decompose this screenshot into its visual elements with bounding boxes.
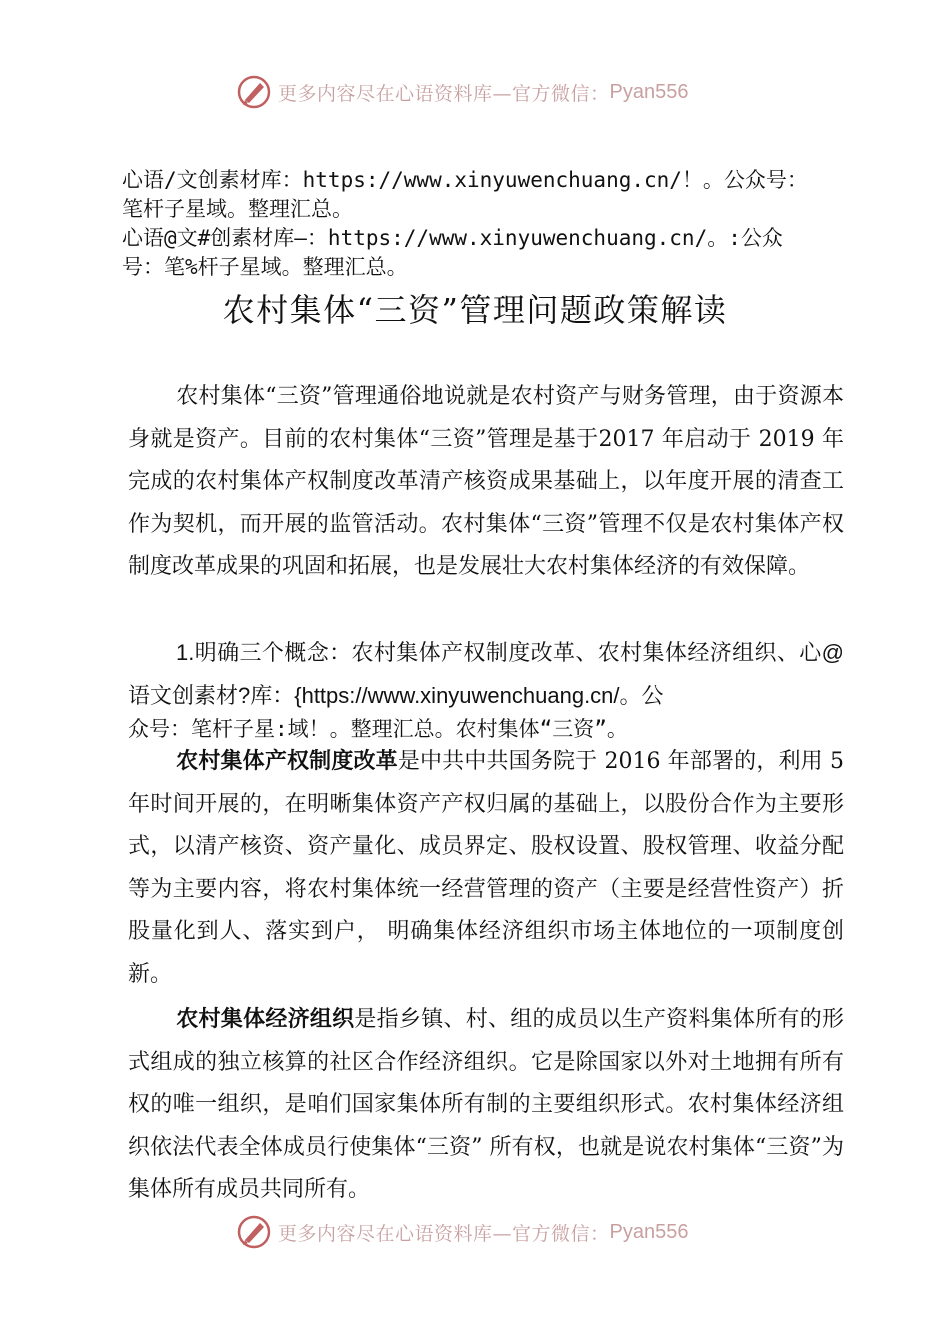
header-block — [122, 166, 862, 282]
watermark-banner-bottom — [236, 1212, 756, 1252]
paragraph-property-reform-text: 是中共中共国务院于 2016 年部署的，利用 5 年时间开展的，在明晰集体资产产权归属的基础上，以股份合作为主要形式，以清产核资、资产量化、成员界定、股权设置、股权管理、收益分配等为主要内容，将农村集体统一经营管理的资产（主要是经营性资产）折股量化到人、落实到户， 明确集体经济组织市场主体地位的一项制度创新。 — [128, 749, 844, 987]
header-line-4: 号：笔%杆子星域。整理汇总。 — [122, 255, 408, 279]
paragraph-property-reform — [128, 740, 844, 996]
pen-logo-icon — [236, 1214, 272, 1250]
paragraph-economic-org-text: 是指乡镇、村、组的成员以生产资料集体所有的形式组成的独立核算的社区合作经济组织。它是除国家以外对土地拥有所有权的唯一组织，是咱们国家集体所有制的主要组织形式。农村集体经济组织依法代表全体成员行使集体“三资” 所有权，也就是说农村集体“三资”为集体所有成员共同所有。 — [128, 1007, 844, 1202]
watermark-text-top: 更多内容尽在心语资料库—官方微信： — [278, 82, 610, 105]
pen-logo-icon — [236, 74, 272, 110]
watermark-text-bottom: 更多内容尽在心语资料库—官方微信： — [278, 1222, 610, 1245]
header-line-2: 笔杆子星域。整理汇总。 — [122, 197, 353, 221]
watermark-handle-top: Pyan556 — [609, 80, 689, 103]
header-line-1: 心语/文创素材库：https://www.xinyuwenchuang.cn/！。公众号： — [122, 168, 808, 192]
paragraph-concepts-tail: 众号：笔杆子星:域！。整理汇总。农村集体“三资”。 — [128, 717, 628, 741]
paragraph-concepts-lead: 1.明确三个概念：农村集体产权制度改革、农村集体经济组织、心@语文创素材?库：{https://www.xinyuwenchuang.cn/。公 — [128, 640, 844, 708]
header-line-3: 心语@文#创素材库—：https://www.xinyuwenchuang.cn/。:公众 — [122, 226, 783, 250]
paragraph-economic-org — [128, 998, 844, 1212]
term-economic-org: 农村集体经济组织 — [176, 1006, 355, 1031]
document-title: 农村集体“三资”管理问题政策解读 — [222, 291, 728, 329]
paragraph-intro — [128, 376, 844, 589]
term-property-reform: 农村集体产权制度改革 — [176, 748, 398, 773]
watermark-handle-bottom: Pyan556 — [609, 1220, 689, 1243]
paragraph-intro-text: 农村集体“三资”管理通俗地说就是农村资产与财务管理，由于资源本身就是资产。目前的农村集体“三资”管理是基于2017 年启动于 2019 年完成的农村集体产权制度改革清产核资成果基础上，以年度开展的清查工作为契机，而开展的监管活动。农村集体“三资”管理不仅是农村集体产权制度改革成果的巩固和拓展，也是发展壮大农村集体经济的有效保障。 — [128, 384, 844, 579]
watermark-banner-top — [236, 72, 756, 112]
paragraph-concepts — [128, 632, 844, 744]
